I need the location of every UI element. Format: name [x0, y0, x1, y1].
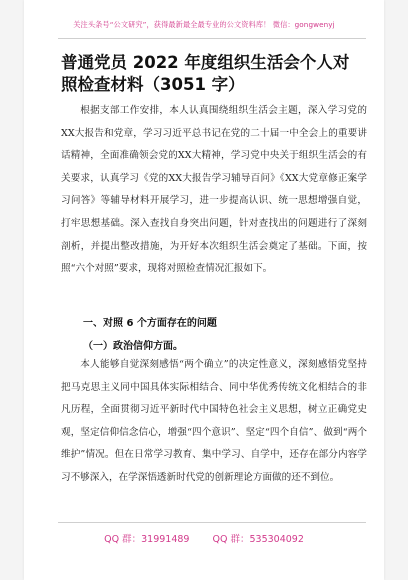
document-title: 普通党员 2022 年度组织生活会个人对照检查材料（3051 字）: [61, 53, 350, 94]
intro-paragraph: [61, 100, 367, 281]
subsection-heading: （一）政治信仰方面。: [83, 341, 183, 352]
document-page: [24, 0, 384, 580]
subsection-paragraph: [61, 354, 367, 490]
footer-divider: [58, 522, 366, 523]
promo-banner: 关注头条号“公文研究”，获得最新最全最专业的公文资料库！ 微信：gongwenyj: [73, 20, 335, 29]
qq-group-1: QQ 群：31991489: [104, 534, 190, 545]
footer: [24, 531, 384, 545]
section-heading: 一、对照 6 个方面存在的问题: [83, 318, 217, 329]
qq-group-2: QQ 群：535304092: [212, 534, 304, 545]
header-divider: [58, 38, 366, 39]
subsection-text: 本人能够自觉深刻感悟“两个确立”的决定性意义，深刻感悟党坚持把马克思主义同中国具体实际相结合、同中华优秀传统文化相结合的非凡历程，全面贯彻习近平新时代中国特色社会主义思想，树立正确党史观，坚定信仰信念信心，增强“四个意识”、坚定“四个自信”、做到“两个维护”情况。但在日常学习教育、集中学习、自学中，还存在部分内容学习不够深入，在学深悟透新时代党的创新理论方面做的还不到位。: [61, 359, 367, 483]
intro-text: 根据支部工作安排，本人认真围绕组织生活会主题，深入学习党的XX大报告和党章，学习习近平总书记在党的二十届一中全会上的重要讲话精神，全面准确领会党的XX大精神，学习党中央关于组织生活会的有关要求，认真学习《党的XX大报告学习辅导百问》《XX大党章修正案学习问答》等辅导材料开展学习，进一步提高认识、统一思想增强自觉，打牢思想基础。深入查找自身突出问题，针对查找出的问题进行了深刻剖析，并提出整改措施，为开好本次组织生活会奠定了基础。下面，按照“六个对照”要求，现将对照检查情况汇报如下。: [61, 105, 367, 275]
